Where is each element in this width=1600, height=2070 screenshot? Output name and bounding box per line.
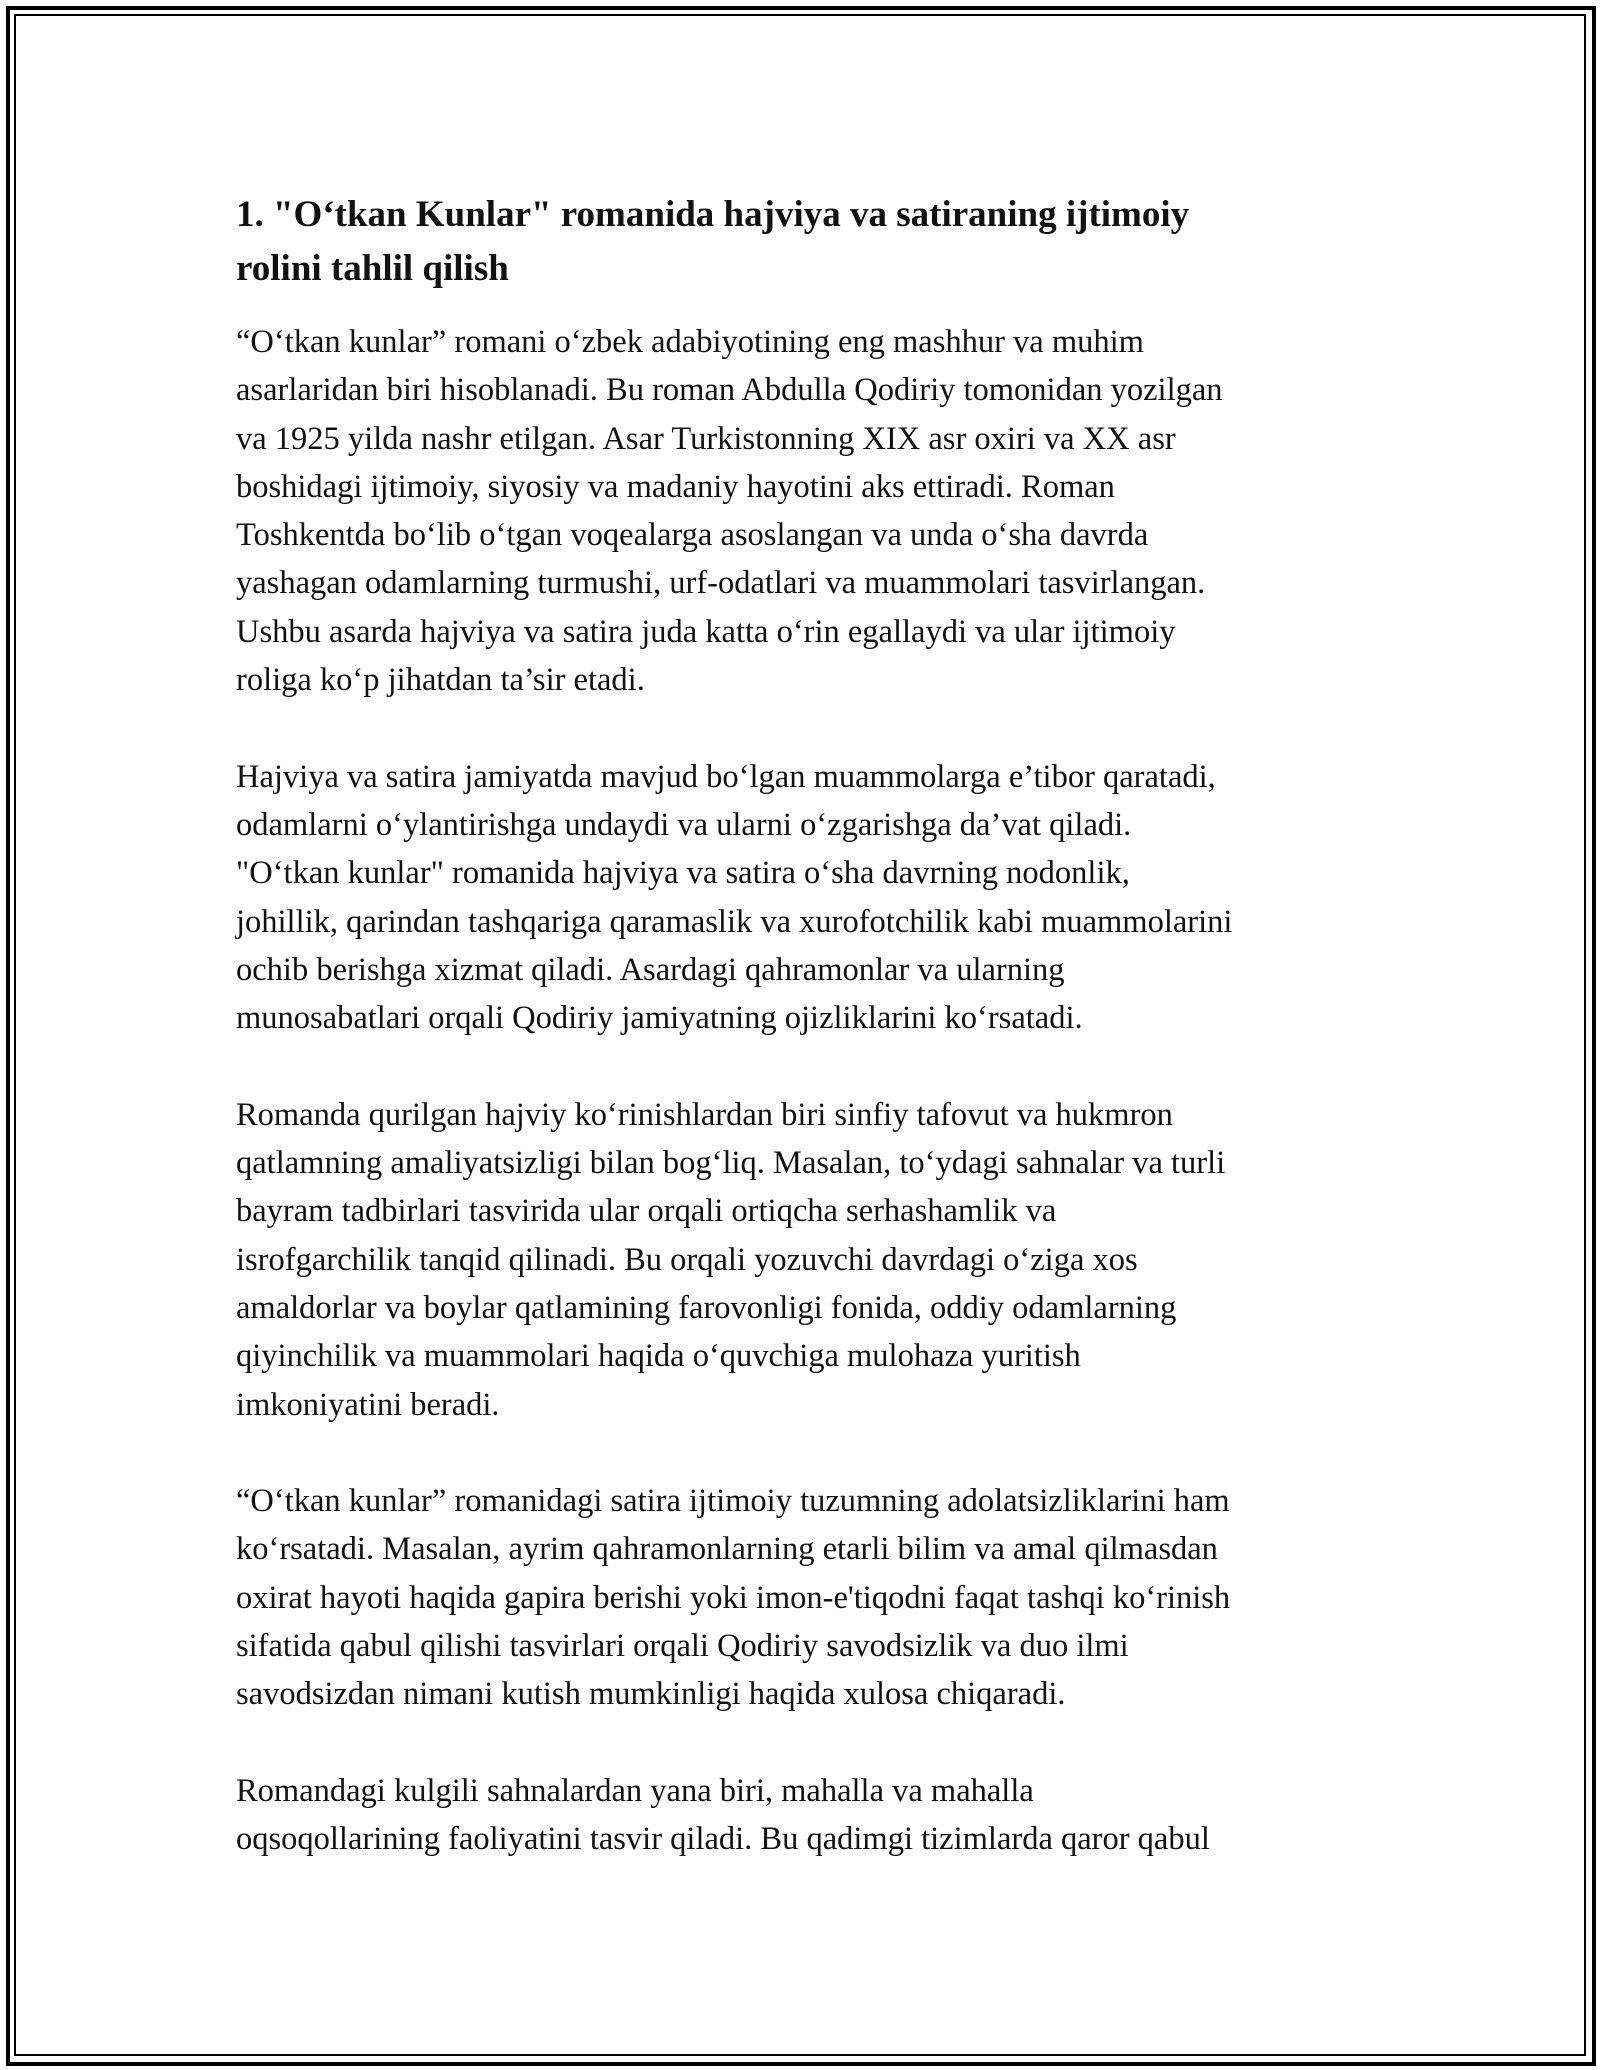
paragraph-1: “O‘tkan kunlar” romani o‘zbek adabiyotining eng mashhur va muhim asarlaridan biri hisoblanadi. Bu roman Abdulla Qodiriy tomonidan yozilgan va 1925 yilda nashr etilgan. Asar Turkistonning XIX asr oxiri va XX asr boshidagi ijtimoiy, siyosiy va madaniy hayotini aks ettiradi. Roman Toshkentda bo‘lib o‘tgan voqealarga asoslangan va unda o‘sha davrda yashagan odamlarning turmushi, urf-odatlari va muammolari tasvirlangan. Ushbu asarda hajviya va satira juda katta o‘rin egallaydi va ular ijtimoiy roliga ko‘p jihatdan ta’sir etadi.	[236, 324, 1223, 699]
document-body	[236, 188, 1368, 1912]
paragraph-4: “O‘tkan kunlar” romanidagi satira ijtimoiy tuzumning adolatsizliklarini ham ko‘rsatadi. Masalan, ayrim qahramonlarning etarli bilim va amal qilmasdan oxirat hayoti haqida gapira berishi yoki imon-e'tiqodni faqat tashqi ko‘rinish sifatida qabul qilishi tasvirlari orqali Qodiriy savodsizlik va duo ilmi savodsizdan nimani kutish mumkinligi haqida xulosa chiqaradi.	[236, 1483, 1231, 1713]
paragraph-5: Romandagi kulgili sahnalardan yana biri, mahalla va mahalla oqsoqollarining faoliyatini tasvir qiladi. Bu qadimgi tizimlarda qaror qabul	[236, 1772, 1210, 1858]
paragraph-3: Romanda qurilgan hajviy ko‘rinishlardan biri sinfiy tafovut va hukmron qatlamning amaliyatsizligi bilan bog‘liq. Masalan, to‘ydagi sahnalar va turli bayram tadbirlari tasvirida ular orqali ortiqcha serhashamlik va isrofgarchilik tanqid qilinadi. Bu orqali yozuvchi davrdagi o‘ziga xos amaldorlar va boylar qatlamining farovonligi fonida, oddiy odamlarning qiyinchilik va muammolari haqida o‘quvchiga mulohaza yuritish imkoniyatini beradi.	[236, 1096, 1226, 1423]
paragraph-2: Hajviya va satira jamiyatda mavjud bo‘lgan muammolarga e’tibor qaratadi, odamlarni o‘ylantirishga undaydi va ularni o‘zgarishga da’vat qiladi. "O‘tkan kunlar" romanida hajviya va satira o‘sha davrning nodonlik, johillik, qarindan tashqariga qaramaslik va xurofotchilik kabi muammolarini ochib berishga xizmat qiladi. Asardagi qahramonlar va ularning munosabatlari orqali Qodiriy jamiyatning ojizliklarini ko‘rsatadi.	[236, 758, 1233, 1037]
section-heading: 1. "O‘tkan Kunlar" romanida hajviya va satiraning ijtimoiy rolini tahlil qilish	[236, 194, 1190, 289]
